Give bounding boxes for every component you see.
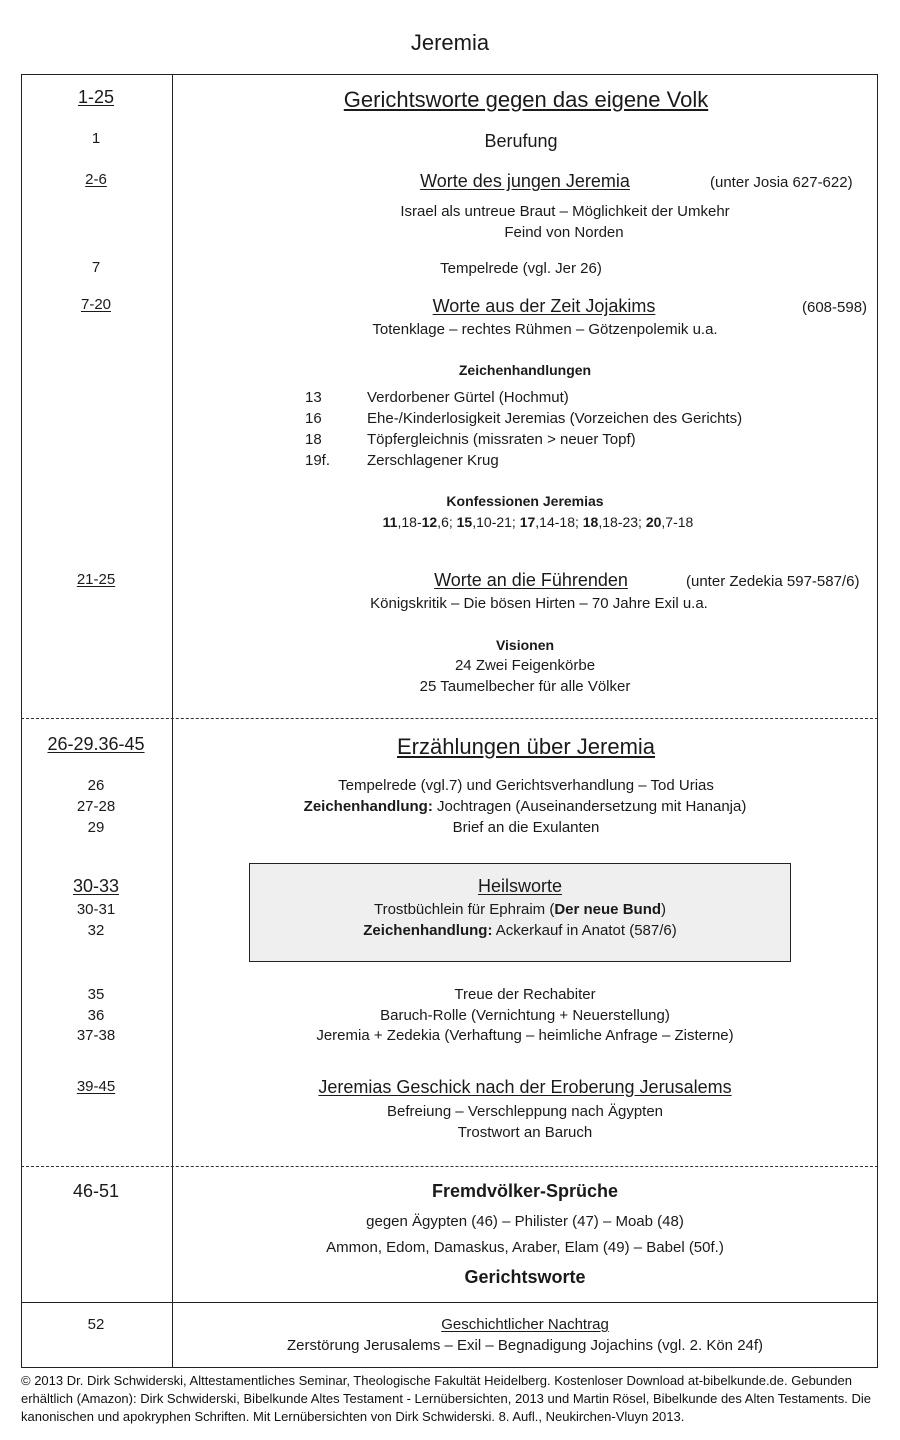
chapter-number: 11 <box>382 514 398 530</box>
bold-label: Zeichenhandlung: <box>303 798 433 815</box>
content-line: Tempelrede (vgl. Jer 26) <box>440 260 602 277</box>
chapter-number: 18 <box>582 514 599 530</box>
chapter-ref: 7 <box>91 259 101 276</box>
table-right-border <box>877 74 878 1368</box>
verse-number: 18 <box>305 431 322 448</box>
subsection-heading: Jeremias Geschick nach der Eroberung Jerusalems <box>318 1077 732 1097</box>
bold-label: Der neue Bund <box>554 901 662 918</box>
chapter-ref: 52 <box>87 1316 105 1333</box>
content-line: 25 Taumelbecher für alle Völker <box>419 678 631 695</box>
visionen-heading: Visionen <box>495 637 555 653</box>
fremdvoelker-heading: Fremdvölker-Sprüche <box>431 1181 619 1201</box>
subsection-heading: Geschichtlicher Nachtrag <box>441 1316 609 1333</box>
section-divider-1 <box>21 718 878 719</box>
chapter-number: 20 <box>645 514 662 530</box>
chapter-number: 17 <box>519 514 536 530</box>
content-line: Israel als untreue Braut – Möglichkeit der Umkehr <box>400 203 730 220</box>
content-line: 24 Zwei Feigenkörbe <box>454 657 596 674</box>
content-line: Feind von Norden <box>504 224 624 241</box>
content-line: Ammon, Edom, Damaskus, Araber, Elam (49) – Babel (50f.) <box>326 1239 724 1256</box>
content-line: Tempelrede (vgl.7) und Gerichtsverhandlung – Tod Urias <box>338 777 714 794</box>
bold-label: Zeichenhandlung: <box>363 922 493 939</box>
list-item: Töpfergleichnis (missraten > neuer Topf) <box>367 431 636 448</box>
chapter-ref: 29 <box>87 819 105 836</box>
chapter-ref: 35 <box>87 986 105 1003</box>
chapter-ref: 37-38 <box>76 1027 116 1044</box>
subsection-heading: Worte an die Führenden <box>434 570 628 590</box>
content-line: Brief an die Exulanten <box>452 819 600 836</box>
date-note: (unter Josia 627-622) <box>710 174 853 191</box>
zeichenhandlungen-heading: Zeichenhandlungen <box>458 362 592 378</box>
chapter-number: 12 <box>421 514 438 530</box>
verse-range: ,18- <box>397 514 422 530</box>
chapter-ref: 39-45 <box>76 1078 116 1095</box>
content-line: Trostwort an Baruch <box>457 1124 593 1141</box>
chapter-ref: 1 <box>91 130 101 147</box>
line-text: ) <box>661 901 667 918</box>
list-item: Ehe-/Kinderlosigkeit Jeremias (Vorzeichen des Gerichts) <box>367 410 743 427</box>
verse-range: ,6; <box>437 514 457 530</box>
table-left-border <box>21 74 22 1368</box>
content-line: Königskritik – Die bösen Hirten – 70 Jahre Exil u.a. <box>370 595 708 612</box>
content-line: Zerstörung Jerusalems – Exil – Begnadigung Jojachins (vgl. 2. Kön 24f) <box>286 1337 764 1354</box>
content-line: Baruch-Rolle (Vernichtung + Neuerstellung) <box>380 1007 670 1024</box>
chapter-ref-30-33: 30-33 <box>72 876 120 896</box>
subsection-heading: Worte des jungen Jeremia <box>420 171 630 191</box>
table-bottom-border <box>21 1367 878 1368</box>
chapter-ref: 30-31 <box>76 901 116 918</box>
date-note: (unter Zedekia 597-587/6) <box>686 573 860 590</box>
chapter-ref: 36 <box>87 1007 105 1024</box>
verse-number: 13 <box>305 389 322 406</box>
table-top-border <box>21 74 878 75</box>
konfessionen-refs <box>383 514 694 530</box>
chapter-ref-46-51: 46-51 <box>72 1181 120 1201</box>
verse-range: ,10-21; <box>472 514 520 530</box>
line-text: Ackerkauf in Anatot (587/6) <box>492 922 677 939</box>
list-item: Zerschlagener Krug <box>367 452 499 469</box>
chapter-ref-26-45: 26-29.36-45 <box>47 734 145 754</box>
line-text: Trostbüchlein für Ephraim ( <box>373 901 555 918</box>
chapter-ref: 26 <box>87 777 105 794</box>
line-text: Jochtragen (Auseinandersetzung mit Hananja) <box>432 798 747 815</box>
verse-number: 19f. <box>305 452 331 469</box>
section-divider-2 <box>21 1166 878 1167</box>
list-item: Verdorbener Gürtel (Hochmut) <box>367 389 569 406</box>
subsection-heading: Worte aus der Zeit Jojakims <box>432 296 656 316</box>
column-divider <box>172 74 173 1368</box>
chapter-ref: 7-20 <box>80 296 112 313</box>
content-line: Treue der Rechabiter <box>454 986 596 1003</box>
content-line: Jeremia + Zedekia (Verhaftung – heimliche Anfrage – Zisterne) <box>316 1027 734 1044</box>
konfessionen-heading: Konfessionen Jeremias <box>446 493 604 509</box>
content-line: gegen Ägypten (46) – Philister (47) – Moab (48) <box>366 1213 684 1230</box>
chapter-ref: 32 <box>87 922 105 939</box>
gerichtsworte-label: Gerichtsworte <box>464 1267 586 1287</box>
content-line <box>304 798 747 815</box>
date-note: (608-598) <box>802 299 868 316</box>
chapter-ref-1-25: 1-25 <box>77 87 115 107</box>
verse-range: ,14-18; <box>535 514 583 530</box>
chapter-ref: 27-28 <box>76 798 116 815</box>
heilsworte-heading: Heilsworte <box>477 876 563 896</box>
berufung-label: Berufung <box>484 131 558 151</box>
content-line: Befreiung – Verschleppung nach Ägypten <box>386 1103 664 1120</box>
verse-range: ,7-18 <box>661 514 694 530</box>
copyright-footer: © 2013 Dr. Dirk Schwiderski, Alttestamentliches Seminar, Theologische Fakultät Heidelberg. Kostenloser Download at-bibelkunde.de. Gebunden erhältlich (Amazon): Dirk Schwiderski, Bibelkunde Altes Testament - Lernübersichten, 2013 und Martin Rösel, Bibelkunde des Alten Testaments. Die kanonischen und apokryphen Schriften. Mit Lernübersichten von Dirk Schwiderski. 8. Aufl., Neukirchen-Vluyn 2013. <box>21 1373 872 1424</box>
section-divider-3 <box>21 1302 878 1303</box>
chapter-ref: 21-25 <box>76 571 116 588</box>
chapter-number: 15 <box>456 514 473 530</box>
content-line <box>374 901 666 918</box>
page-title: Jeremia <box>410 30 490 55</box>
content-line: Totenklage – rechtes Rühmen – Götzenpolemik u.a. <box>372 321 718 338</box>
verse-number: 16 <box>305 410 322 427</box>
section-heading-erzaehlungen: Erzählungen über Jeremia <box>396 734 656 759</box>
content-line <box>363 922 676 939</box>
verse-range: ,18-23; <box>598 514 646 530</box>
chapter-ref: 2-6 <box>85 171 107 188</box>
section-heading-gerichtsworte: Gerichtsworte gegen das eigene Volk <box>343 87 709 112</box>
